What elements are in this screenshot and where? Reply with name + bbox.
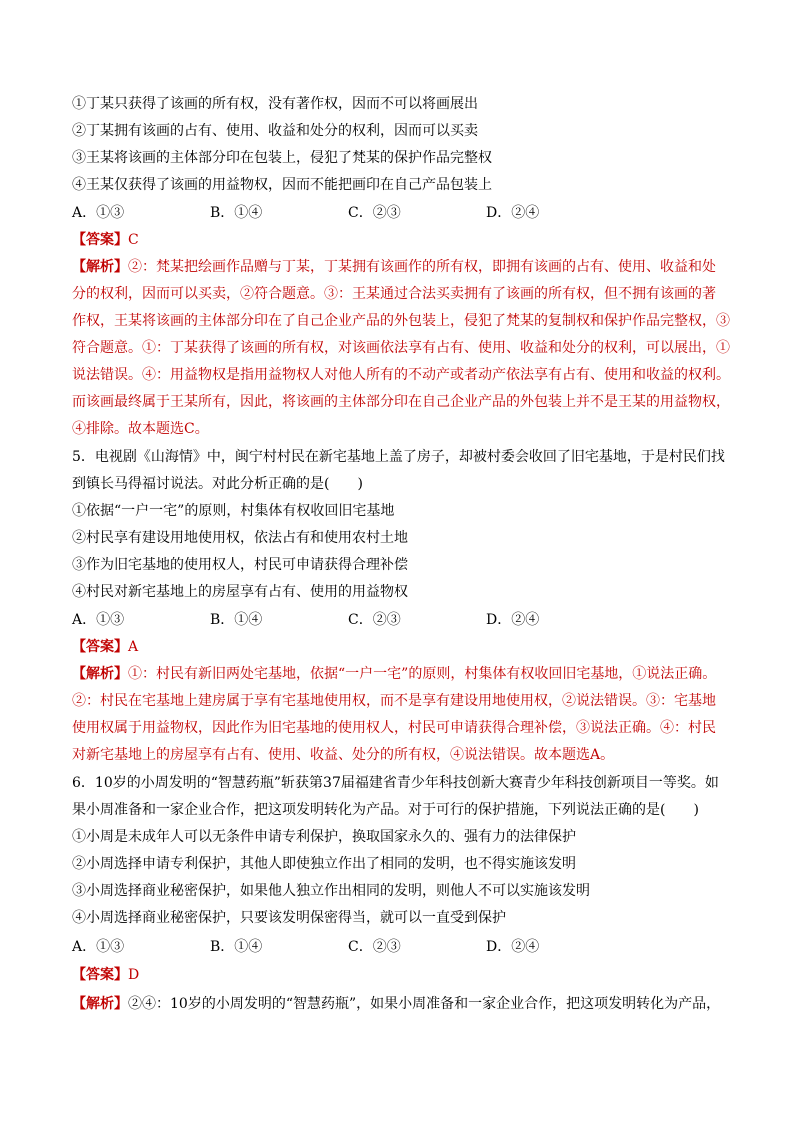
q6-option-1: ①小周是未成年人可以无条件申请专利保护，换取国家永久的、强有力的法律保护	[72, 829, 576, 845]
q5-answer-value: A	[128, 639, 139, 655]
q4-analysis-line-4: 符合题意。①：丁某获得了该画的所有权，对该画依法享有占有、使用、收益和处分的权利，可以展出，①	[72, 340, 730, 356]
q6-stem-line-1: 6．10岁的小周发明的“智慧药瓶”斩获第37届福建省青少年科技创新大赛青少年科技创新项目一等奖。如	[72, 775, 719, 791]
q6-answer	[72, 966, 139, 984]
q4-option-4: ④王某仅获得了该画的用益物权，因而不能把画印在自己产品包装上	[72, 177, 492, 193]
q6-analysis-label: 【解析】	[72, 996, 128, 1012]
q5-choice-d: D．②④	[486, 612, 540, 628]
q5-answer	[72, 638, 138, 656]
q4-option-3: ③王某将该画的主体部分印在包装上，侵犯了梵某的保护作品完整权	[72, 150, 492, 166]
q5-analysis-line-4: 对新宅基地上的房屋享有占有、使用、收益、处分的所有权，④说法错误。故本题选A。	[72, 747, 615, 763]
q5-choice-b: B．①④	[210, 612, 263, 628]
q4-analysis-line-6: 而该画最终属于王某所有，因此，将该画的主体部分印在自己企业产品的外包装上并不是王某的用益物权，	[72, 394, 730, 410]
q4-choice-b: B．①④	[210, 205, 263, 221]
q4-analysis-line-7: ④排除。故本题选C。	[72, 421, 209, 437]
q6-stem-line-2: 果小周准备和一家企业合作，把这项发明转化为产品。对于可行的保护措施，下列说法正确的是( )	[72, 802, 699, 818]
q4-choice-d: D．②④	[486, 205, 540, 221]
q4-analysis-line-3: 作权，王某将该画的主体部分印在了自己企业产品的外包装上，侵犯了梵某的复制权和保护作品完整权，③	[72, 313, 730, 329]
q6-option-3: ③小周选择商业秘密保护，如果他人独立作出相同的发明，则他人不可以实施该发明	[72, 883, 590, 899]
q6-option-4: ④小周选择商业秘密保护，只要该发明保密得当，就可以一直受到保护	[72, 910, 506, 926]
q6-option-2: ②小周选择申请专利保护，其他人即使独立作出了相同的发明，也不得实施该发明	[72, 856, 576, 872]
q4-answer-label: 【答案】	[72, 232, 128, 248]
q5-option-4: ④村民对新宅基地上的房屋享有占有、使用的用益物权	[72, 584, 408, 600]
q6-answer-value: D	[128, 967, 140, 983]
q5-choice-c: C．②③	[348, 612, 401, 628]
q4-analysis-line-2: 分的权利，因而可以买卖，②符合题意。③：王某通过合法买卖拥有了该画的所有权，但不拥有该画的著	[72, 286, 716, 302]
q6-analysis-line-1: 【解析】②④：10岁的小周发明的“智慧药瓶”，如果小周准备和一家企业合作，把这项发明转化为产品，	[72, 996, 721, 1012]
q4-answer	[72, 231, 139, 249]
q4-choice-a: A．①③	[72, 205, 125, 221]
q6-answer-label: 【答案】	[72, 967, 128, 983]
q5-analysis-line-1: 【解析】①：村民有新旧两处宅基地，依据“一户一宅”的原则，村集体有权收回旧宅基地，①说法正确。	[72, 666, 717, 682]
q4-option-1: ①丁某只获得了该画的所有权，没有著作权，因而不可以将画展出	[72, 96, 478, 112]
q5-choice-a: A．①③	[72, 612, 125, 628]
q4-answer-value: C	[128, 232, 139, 248]
q6-choice-d: D．②④	[486, 939, 540, 955]
q4-analysis-line-1: 【解析】②：梵某把绘画作品赠与丁某，丁某拥有该画作的所有权，即拥有该画的占有、使用、收益和处	[72, 259, 716, 275]
q5-option-1: ①依据“一户一宅”的原则，村集体有权收回旧宅基地	[72, 503, 395, 519]
q5-stem-line-1: 5．电视剧《山海情》中，闽宁村村民在新宅基地上盖了房子，却被村委会收回了旧宅基地，于是村民们找	[72, 449, 725, 465]
q6-choice-c: C．②③	[348, 939, 401, 955]
q5-option-3: ③作为旧宅基地的使用权人，村民可申请获得合理补偿	[72, 557, 408, 573]
q5-analysis-line-3: 使用权属于用益物权，因此作为旧宅基地的使用权人，村民可申请获得合理补偿，③说法正确。④：村民	[72, 720, 716, 736]
q5-stem-line-2: 到镇长马得福讨说法。对此分析正确的是( )	[72, 476, 363, 492]
q5-analysis-label: 【解析】	[72, 666, 128, 682]
q4-analysis-label: 【解析】	[72, 259, 128, 275]
q4-analysis-line-5: 说法错误。④：用益物权是指用益物权人对他人所有的不动产或者动产依法享有占有、使用和收益的权利。	[72, 367, 730, 383]
q6-choice-a: A．①③	[72, 939, 125, 955]
q6-choice-b: B．①④	[210, 939, 263, 955]
q4-choice-c: C．②③	[348, 205, 401, 221]
q4-option-2: ②丁某拥有该画的占有、使用、收益和处分的权利，因而可以买卖	[72, 123, 478, 139]
q5-answer-label: 【答案】	[72, 639, 128, 655]
q5-option-2: ②村民享有建设用地使用权，依法占有和使用农村土地	[72, 530, 408, 546]
q5-analysis-line-2: ②：村民在宅基地上建房属于享有宅基地使用权，而不是享有建设用地使用权，②说法错误。③：宅基地	[72, 693, 716, 709]
